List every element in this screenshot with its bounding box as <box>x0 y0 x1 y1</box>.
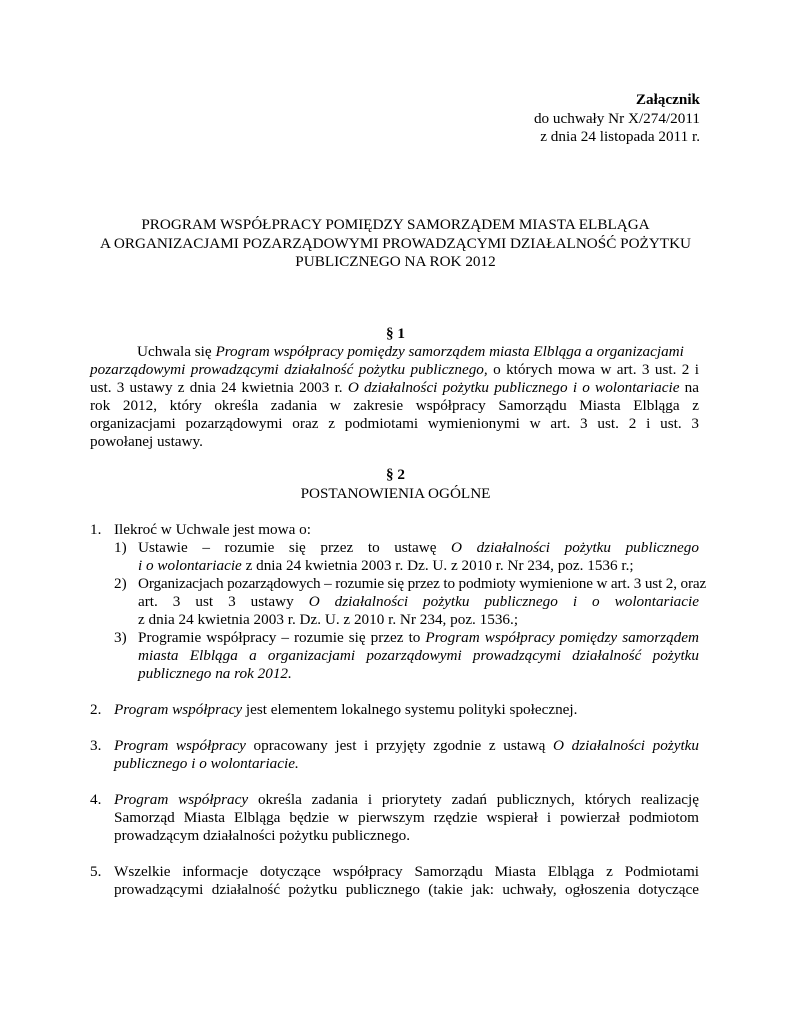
item-3-line-2 <box>114 755 299 773</box>
subitem-2-line-1: Organizacjach pozarządowych – rozumie się przez to podmioty wymienione w art. 3 ust 2, oraz <box>138 575 707 592</box>
text: opracowany jest i przyjęty zgodnie z ustawą <box>245 737 554 754</box>
section-1-line-2 <box>90 361 699 379</box>
subitem-3-number: 3) <box>114 629 127 646</box>
section-1-line-6: powołanej ustawy. <box>90 433 203 450</box>
item-4-line-1 <box>114 791 699 809</box>
text: z dnia 24 kwietnia 2003 r. Dz. U. z 2010 r. Nr 234, poz. 1536 r.; <box>241 557 634 574</box>
program-title-italic: Program współpracy <box>114 737 246 754</box>
item-1-text: Ilekroć w Uchwale jest mowa o: <box>114 521 311 538</box>
text: jest elementem lokalnego systemu polityki społecznej. <box>242 701 578 718</box>
subitem-2-line-2 <box>138 593 699 611</box>
item-2-text <box>114 701 577 719</box>
section-1-line-3 <box>90 379 699 397</box>
item-5-number: 5. <box>90 863 102 880</box>
program-title-italic: miasta Elbląga a organizacjami pozarządowymi prowadzącymi działalność pożytku <box>138 647 699 664</box>
text: ust. 3 ustawy z dnia 24 kwietnia 2003 r. <box>90 379 348 396</box>
act-title-italic: O działalności pożytku publicznego i o wolontariacie <box>347 379 680 396</box>
act-title-italic: O działalności pożytku publicznego <box>451 539 699 556</box>
program-title-italic: pozarządowymi prowadzącymi działalność pożytku publicznego, <box>90 361 488 378</box>
subitem-1-number: 1) <box>114 539 127 556</box>
program-title-italic: Program współpracy <box>114 701 243 718</box>
program-title-italic: Program współpracy pomiędzy samorządem miasta Elbląga a organizacjami <box>215 343 684 360</box>
act-title-italic: O działalności pożytku <box>553 737 700 754</box>
subitem-1-line-2 <box>138 557 634 575</box>
item-5-line-2: prowadzącymi działalność pożytku publicznego (takie jak: uchwały, ogłoszenia dotyczące <box>114 881 699 898</box>
annex-date: z dnia 24 listopada 2011 r. <box>540 128 700 145</box>
subitem-3-line-2 <box>138 647 699 665</box>
section-2-mark: § 2 <box>386 466 405 483</box>
section-1-mark: § 1 <box>386 325 405 342</box>
subitem-3-line-1 <box>138 629 699 647</box>
item-3-number: 3. <box>90 737 102 754</box>
item-1-number: 1. <box>90 521 102 538</box>
program-heading-line3: PUBLICZNEGO NA ROK 2012 <box>295 253 496 270</box>
section-1-line-1 <box>137 343 684 361</box>
subitem-3-line-3 <box>138 665 292 683</box>
text: art. 3 ust 3 ustawy <box>138 593 309 610</box>
subitem-2-line-3: z dnia 24 kwietnia 2003 r. Dz. U. z 2010 r. Nr 234, poz. 1536.; <box>138 611 519 628</box>
item-4-line-2: Samorząd Miasta Elbląga będzie w pierwszym rzędzie wspierał i powierzał podmiotom <box>114 809 699 826</box>
section-1-line-5: organizacjami pozarządowymi oraz z podmiotami wymienionymi w art. 3 ust. 2 i ust. 3 <box>90 415 699 432</box>
section-2-title: POSTANOWIENIA OGÓLNE <box>300 485 491 502</box>
item-4-number: 4. <box>90 791 102 808</box>
text: na <box>679 379 699 396</box>
annex-title: Załącznik <box>635 91 700 108</box>
program-heading-line2: A ORGANIZACJAMI POZARZĄDOWYMI PROWADZĄCYMI DZIAŁALNOŚĆ POŻYTKU <box>99 235 692 252</box>
act-title-italic: i o wolontariacie <box>138 557 242 574</box>
text: Programie współpracy – rozumie się przez to <box>138 629 426 646</box>
program-title-italic: Program współpracy <box>114 791 249 808</box>
program-title-italic: publicznego na rok 2012. <box>138 665 292 682</box>
section-1-line-4: rok 2012, który określa zadania w zakresie współpracy Samorządu Miasta Elbląga z <box>90 397 699 414</box>
item-3-line-1 <box>114 737 699 755</box>
program-title-italic: Program współpracy pomiędzy samorządem <box>425 629 699 646</box>
text: Ustawie – rozumie się przez to ustawę <box>138 539 452 556</box>
act-title-italic: publicznego i o wolontariacie. <box>114 755 299 772</box>
item-5-line-1: Wszelkie informacje dotyczące współpracy Samorządu Miasta Elbląga z Podmiotami <box>114 863 699 880</box>
text: o których mowa w art. 3 ust. 2 i <box>487 361 699 378</box>
subitem-1-line-1 <box>138 539 699 557</box>
text: Uchwala się <box>137 343 216 360</box>
subitem-2-number: 2) <box>114 575 127 592</box>
item-4-line-3: prowadzącym działalności pożytku publicznego. <box>114 827 411 844</box>
program-heading-line1: PROGRAM WSPÓŁPRACY POMIĘDZY SAMORZĄDEM MIASTA ELBLĄGA <box>141 216 650 233</box>
text: określa zadania i priorytety zadań publicznych, których realizację <box>248 791 700 808</box>
annex-resolution-number: do uchwały Nr X/274/2011 <box>533 110 700 127</box>
item-2-number: 2. <box>90 701 102 718</box>
act-title-italic: O działalności pożytku publicznego i o wolontariacie <box>308 593 699 610</box>
